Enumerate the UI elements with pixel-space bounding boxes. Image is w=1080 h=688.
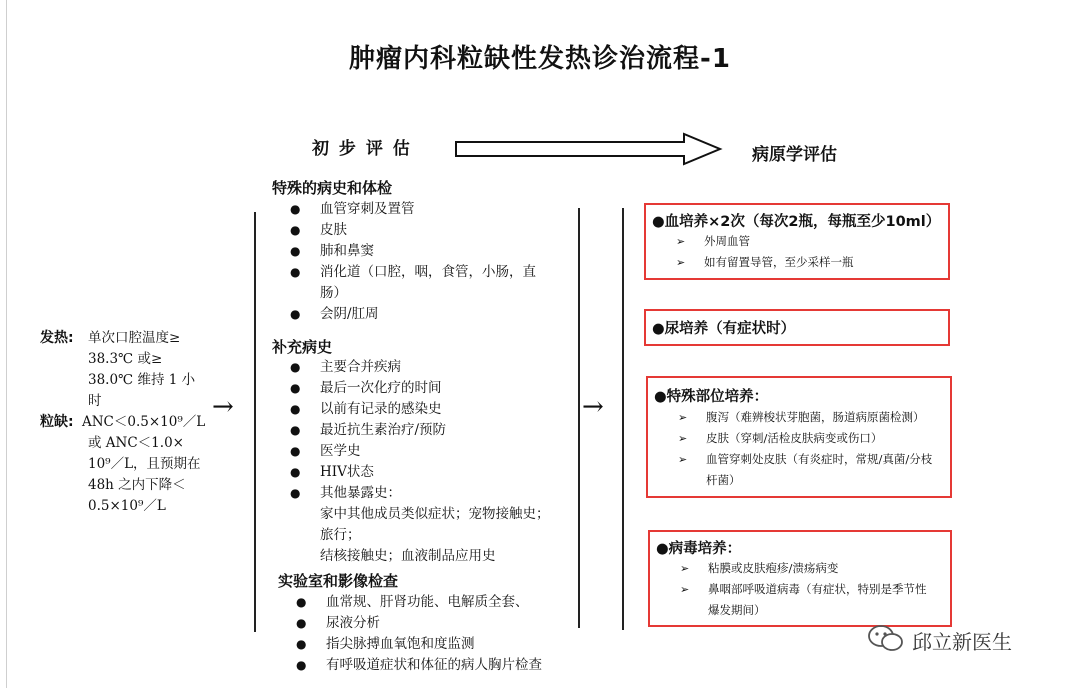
arrow-right-icon: → bbox=[212, 392, 234, 422]
list-item: ● 最后一次化疗的时间 bbox=[290, 380, 442, 396]
fever-definition bbox=[40, 328, 200, 412]
section-title-history-exam: 特殊的病史和体检 bbox=[272, 179, 393, 197]
divider-line-left bbox=[254, 212, 256, 632]
box-title: ●病毒培养： bbox=[656, 541, 742, 557]
box-item: ➢ 如有留置导管，至少采样一瓶 bbox=[676, 255, 854, 269]
box-item-continuation: 杆菌） bbox=[706, 473, 741, 487]
fever-line: 单次口腔温度≥ bbox=[88, 330, 181, 346]
list-item: ● 医学史 bbox=[290, 443, 361, 459]
list-item: ● 肺和鼻窦 bbox=[290, 243, 374, 259]
box-item: ➢ 鼻咽部呼吸道病毒（有症状，特别是季节性 bbox=[680, 582, 927, 596]
list-item: ● 指尖脉搏血氧饱和度监测 bbox=[296, 636, 475, 652]
fever-line: 38.3℃ 或≥ bbox=[88, 351, 163, 367]
list-item: ● 以前有记录的感染史 bbox=[290, 401, 442, 417]
neutropenia-line: 0.5×10⁹／L bbox=[88, 498, 166, 514]
box-virus-culture bbox=[648, 530, 952, 627]
wechat-logo-icon bbox=[866, 623, 906, 653]
neutropenia-label: 粒缺: bbox=[40, 414, 74, 430]
big-right-arrow-icon bbox=[452, 132, 724, 166]
header-pathogen-assessment: 病原学评估 bbox=[752, 145, 837, 165]
box-item-continuation: 爆发期间） bbox=[708, 603, 766, 617]
header-initial-assessment: 初 步 评 估 bbox=[312, 139, 412, 159]
list-item: ● 最近抗生素治疗/预防 bbox=[290, 422, 447, 438]
list-item-continuation: 家中其他成员类似症状；宠物接触史； bbox=[320, 506, 550, 522]
box-special-site-culture bbox=[646, 376, 952, 498]
list-item: ● HIV状态 bbox=[290, 464, 374, 480]
box-item: ➢ 粘膜或皮肤疱疹/溃疡病变 bbox=[680, 561, 839, 575]
list-lab-imaging bbox=[278, 592, 578, 676]
list-item: ● 有呼吸道症状和体征的病人胸片检查 bbox=[296, 657, 542, 673]
divider-line-boxes bbox=[622, 208, 624, 630]
list-item: ● 尿液分析 bbox=[296, 615, 380, 631]
page-title: 肿瘤内科粒缺性发热诊治流程-1 bbox=[349, 44, 731, 74]
arrow-right-icon: → bbox=[582, 392, 604, 422]
list-item: ● 其他暴露史： bbox=[290, 485, 401, 501]
neutropenia-line: 或 ANC＜1.0× bbox=[88, 435, 184, 451]
list-item: ● 会阴/肛周 bbox=[290, 306, 379, 322]
box-item: ➢ 腹泻（难辨梭状芽胞菌，肠道病原菌检测） bbox=[678, 410, 925, 424]
box-item: ➢ 血管穿刺处皮肤（有炎症时，常规/真菌/分枝 bbox=[678, 452, 933, 466]
box-urine-culture bbox=[644, 309, 950, 346]
list-item-continuation: 旅行； bbox=[320, 527, 361, 543]
neutropenia-definition bbox=[40, 412, 210, 517]
neutropenia-line: 10⁹／L，且预期在 bbox=[88, 456, 201, 472]
section-title-supplementary-history: 补充病史 bbox=[272, 338, 333, 356]
list-item: ● 消化道（口腔，咽，食管，小肠，直 bbox=[290, 264, 536, 280]
divider-line-right bbox=[578, 208, 580, 628]
list-item: ● 皮肤 bbox=[290, 222, 347, 238]
watermark-text: 邱立新医生 bbox=[912, 630, 1012, 654]
box-title: ●血培养×2次（每次2瓶，每瓶至少10ml） bbox=[652, 214, 941, 230]
page-edge-rule bbox=[6, 0, 7, 688]
fever-line: 时 bbox=[88, 393, 102, 409]
fever-label: 发热: bbox=[40, 330, 74, 346]
list-supplementary-history bbox=[272, 357, 572, 567]
list-item-continuation: 肠） bbox=[320, 285, 347, 301]
neutropenia-line: 48h 之内下降＜ bbox=[88, 477, 186, 493]
box-item: ➢ 外周血管 bbox=[676, 234, 750, 248]
box-blood-culture bbox=[644, 203, 950, 280]
list-item: ● 血管穿刺及置管 bbox=[290, 201, 415, 217]
list-history-exam bbox=[272, 199, 572, 325]
fever-line: 38.0℃ 维持 1 小 bbox=[88, 372, 196, 388]
list-item: ● 主要合并疾病 bbox=[290, 359, 401, 375]
box-item: ➢ 皮肤（穿刺/活检皮肤病变或伤口） bbox=[678, 431, 883, 445]
box-title: ●尿培养（有症状时） bbox=[652, 321, 796, 337]
list-item: ● 血常规、肝肾功能、电解质全套、 bbox=[296, 594, 529, 610]
section-title-lab-imaging: 实验室和影像检查 bbox=[278, 572, 399, 590]
list-item-continuation: 结核接触史；血液制品应用史 bbox=[320, 548, 496, 564]
neutropenia-line: ANC＜0.5×10⁹／L bbox=[82, 414, 206, 430]
box-title: ●特殊部位培养： bbox=[654, 389, 769, 405]
